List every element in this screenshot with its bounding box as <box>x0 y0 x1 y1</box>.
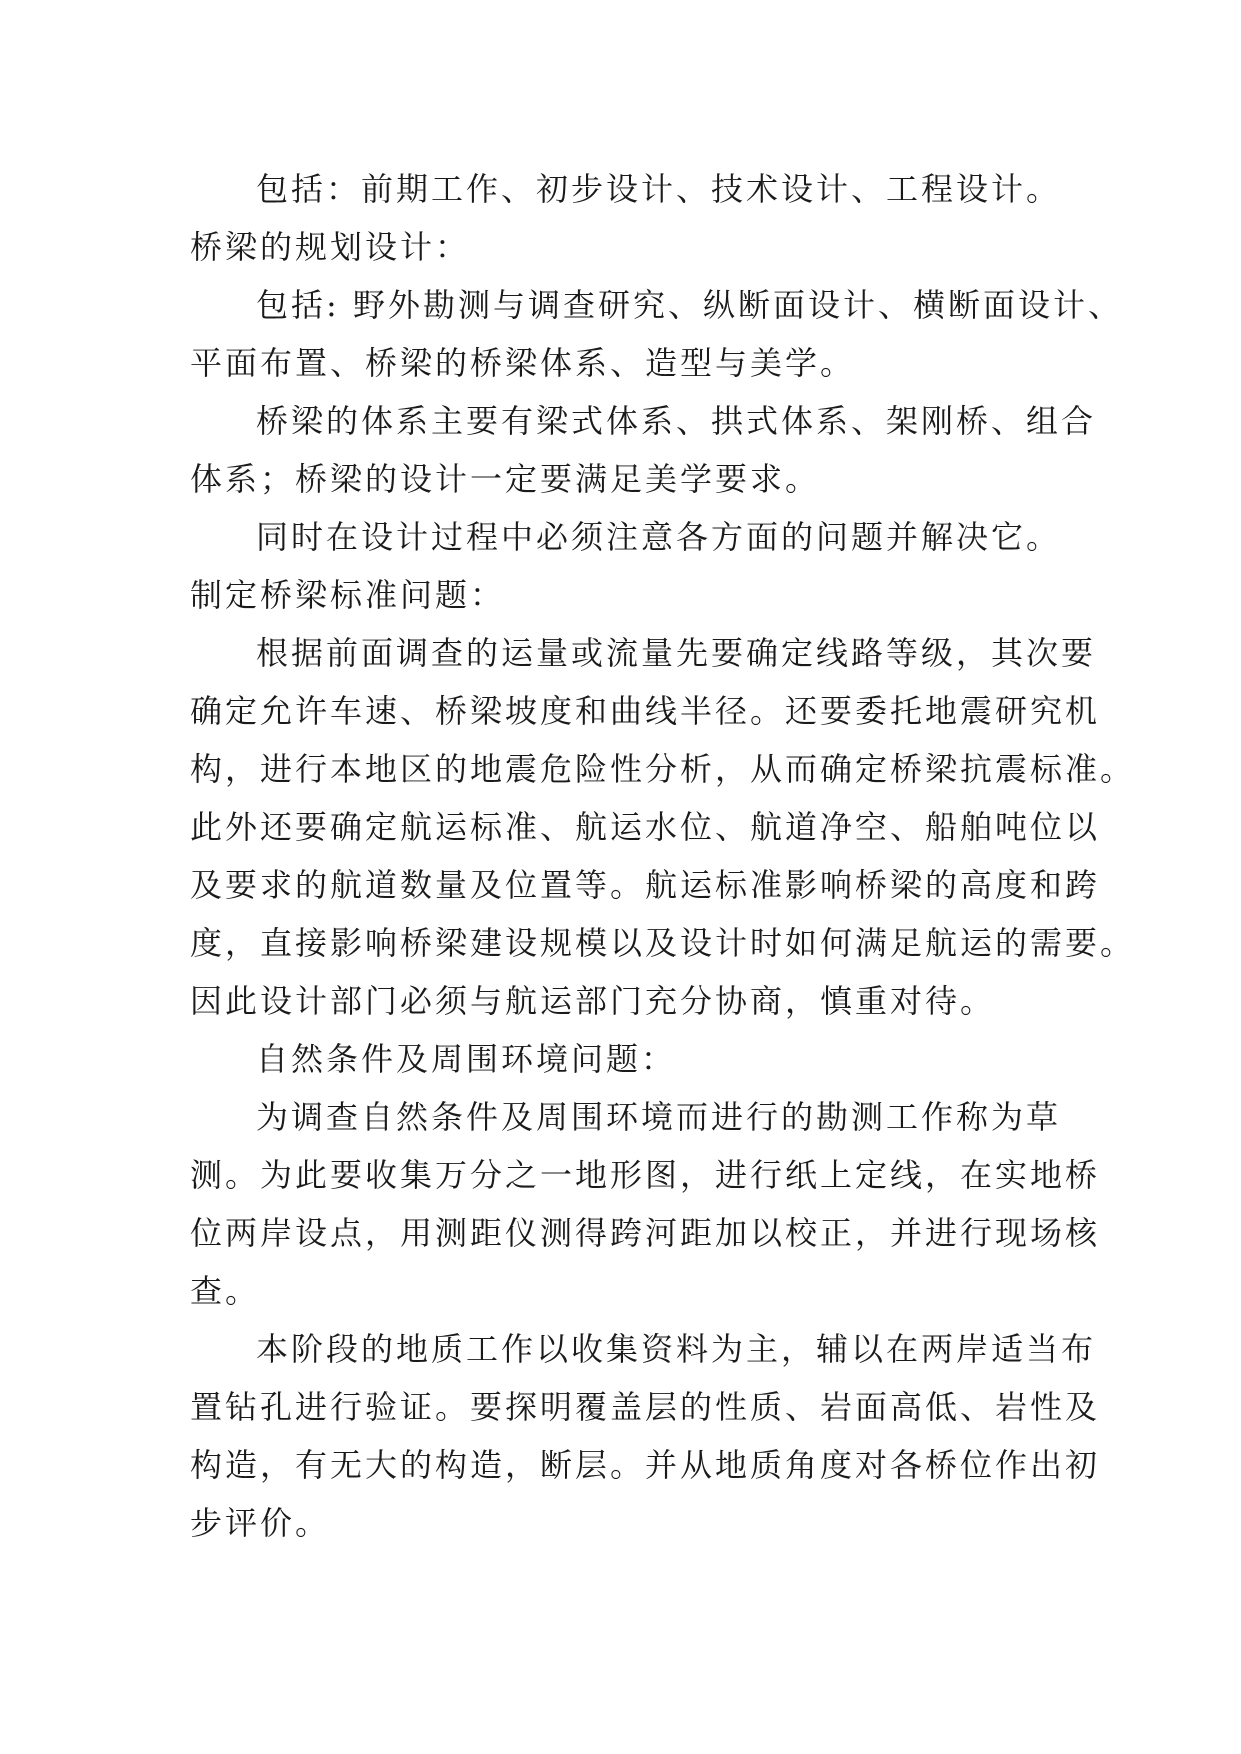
text-line: 平面布置、桥梁的桥梁体系、造型与美学。 <box>190 344 856 382</box>
text-line: 构造，有无大的构造，断层。并从地质角度对各桥位作出初 <box>190 1446 1101 1484</box>
text-line: 体系；桥梁的设计一定要满足美学要求。 <box>190 460 821 498</box>
text-line: 因此设计部门必须与航运部门充分协商，慎重对待。 <box>190 982 996 1020</box>
text-line: 查。 <box>190 1272 261 1310</box>
text-line: 为调查自然条件及周围环境而进行的勘测工作称为草 <box>256 1098 1062 1136</box>
text-line: 桥梁的规划设计： <box>190 228 471 266</box>
text-line: 自然条件及周围环境问题： <box>256 1040 677 1078</box>
text-line: 及要求的航道数量及位置等。航运标准影响桥梁的高度和跨 <box>190 866 1101 904</box>
text-line: 位两岸设点，用测距仪测得跨河距加以校正，并进行现场核 <box>190 1214 1101 1252</box>
text-line: 根据前面调查的运量或流量先要确定线路等级，其次要 <box>256 634 1097 672</box>
text-line: 包括: 野外勘测与调查研究、纵断面设计、横断面设计、 <box>256 286 1123 324</box>
text-line: 制定桥梁标准问题： <box>190 576 506 614</box>
text-line: 桥梁的体系主要有梁式体系、拱式体系、架刚桥、组合 <box>256 402 1097 440</box>
text-line: 构，进行本地区的地震危险性分析，从而确定桥梁抗震标准。 <box>190 750 1136 788</box>
text-line: 包括：前期工作、初步设计、技术设计、工程设计。 <box>256 170 1062 208</box>
text-line: 本阶段的地质工作以收集资料为主，辅以在两岸适当布 <box>256 1330 1097 1368</box>
text-line: 测。为此要收集万分之一地形图，进行纸上定线，在实地桥 <box>190 1156 1101 1194</box>
text-line: 度，直接影响桥梁建设规模以及设计时如何满足航运的需要。 <box>190 924 1136 962</box>
text-line: 同时在设计过程中必须注意各方面的问题并解决它。 <box>256 518 1062 556</box>
text-line: 置钻孔进行验证。要探明覆盖层的性质、岩面高低、岩性及 <box>190 1388 1101 1426</box>
text-line: 确定允许车速、桥梁坡度和曲线半径。还要委托地震研究机 <box>190 692 1101 730</box>
text-line: 步评价。 <box>190 1504 331 1542</box>
document-body <box>190 160 1136 1552</box>
text-line: 此外还要确定航运标准、航运水位、航道净空、船舶吨位以 <box>190 808 1101 846</box>
